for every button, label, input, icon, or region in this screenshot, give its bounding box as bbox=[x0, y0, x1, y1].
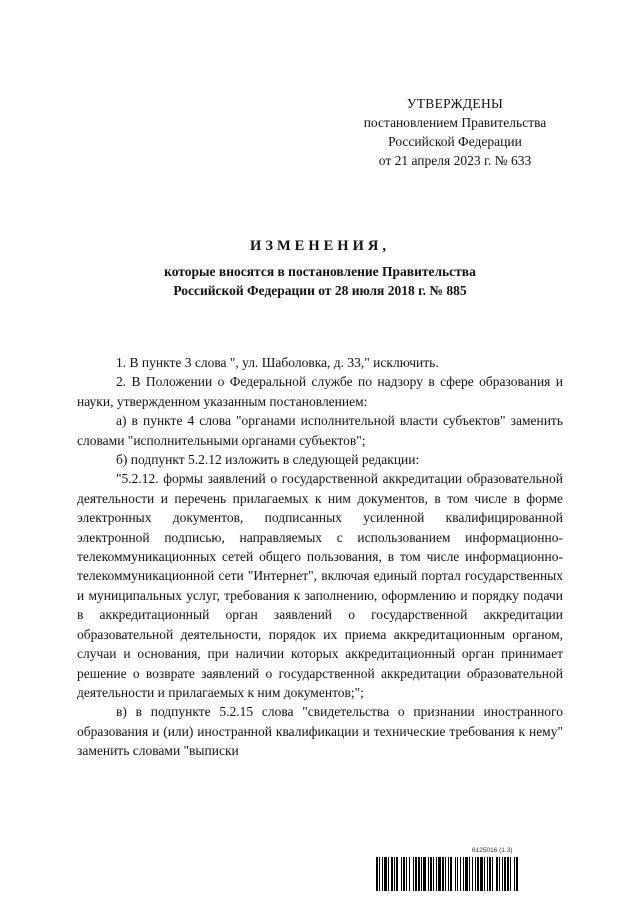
barcode-stripe bbox=[510, 857, 511, 891]
barcode-stripe bbox=[460, 857, 461, 891]
barcode-stripe bbox=[499, 857, 500, 891]
document-subtitle bbox=[0, 262, 640, 300]
barcode-stripe bbox=[480, 857, 483, 891]
barcode-stripe bbox=[514, 857, 515, 891]
barcode-stripe bbox=[391, 857, 393, 891]
barcode-stripe bbox=[423, 857, 426, 891]
barcode-stripe bbox=[436, 857, 437, 891]
barcode-stripe bbox=[457, 857, 458, 891]
subtitle-line: Российской Федерации от 28 июля 2018 г. № 885 bbox=[173, 283, 467, 298]
barcode-stripe bbox=[484, 857, 485, 891]
paragraph: "5.2.12. формы заявлений о государственной аккредитации образовательной деятельности и перечень прилагаемых к ним документов, в том числе в форме электронных документов, подписанных усиленной квалифицированной электронной подписью, направляемых с использованием информационно-телекоммуникационных сетей общего пользования, в том числе информационно-телекоммуникационной сети "Интернет", включая единый портал государственных и муниципальных услуг, требования к заполнению, оформлению и порядку подачи в аккредитационный орган заявлений о государственной аккредитации образовательной деятельности, порядок их приема аккредитационным органом, случаи и основания, при наличии которых аккредитационный орган принимает решение о возврате заявлений о государственной аккредитации образовательной деятельности и прилагаемых к ним документов;"; bbox=[77, 471, 563, 700]
barcode-stripe bbox=[418, 857, 420, 891]
document-body bbox=[77, 353, 563, 761]
approval-heading: УТВЕРЖДЕНЫ bbox=[406, 96, 504, 111]
barcode-stripe bbox=[507, 857, 509, 891]
barcode-stripe bbox=[401, 857, 402, 891]
barcode-stripe bbox=[388, 857, 389, 891]
barcode-stripe bbox=[450, 857, 452, 891]
barcode-stripe bbox=[394, 857, 395, 891]
barcode-stripe bbox=[469, 857, 470, 891]
barcode-stripe bbox=[465, 857, 468, 891]
barcode-stripe bbox=[455, 857, 456, 891]
barcode-stripe bbox=[428, 857, 429, 891]
paragraph: 2. В Положении о Федеральной службе по надзору в сфере образования и науки, утвержденном указанным постановлением: bbox=[77, 374, 563, 409]
barcode-stripe bbox=[502, 857, 503, 891]
barcode-stripe bbox=[448, 857, 449, 891]
barcode-stripe bbox=[438, 857, 441, 891]
approval-line: Российской Федерации bbox=[388, 134, 522, 149]
barcode-stripe bbox=[403, 857, 405, 891]
barcode-stripe bbox=[396, 857, 398, 891]
barcode-stripe bbox=[487, 857, 488, 891]
barcode-stripe bbox=[472, 857, 473, 891]
barcode-stripe bbox=[504, 857, 506, 891]
barcode-stripe bbox=[415, 857, 417, 891]
barcode-stripe bbox=[384, 857, 387, 891]
paragraph: б) подпункт 5.2.12 изложить в следующей редакции: bbox=[116, 452, 420, 468]
barcode-stripe bbox=[477, 857, 479, 891]
barcode-stripe bbox=[421, 857, 422, 891]
barcode-stripe bbox=[413, 857, 414, 891]
subtitle-line: которые вносятся в постановление Правительства bbox=[164, 264, 476, 279]
barcode-stripe bbox=[442, 857, 444, 891]
barcode-stripe bbox=[376, 857, 378, 891]
barcode-stripe bbox=[516, 857, 518, 891]
paragraph: а) в пункте 4 слова "органами исполнительной власти субъектов" заменить словами "исполнительными органами субъектов"; bbox=[77, 413, 563, 448]
paragraph: в) в подпункте 5.2.15 слова "свидетельства о признании иностранного образования и (или) иностранной квалификации и технические требования к нему" заменить словами "выписки bbox=[77, 704, 563, 759]
barcode-stripe bbox=[463, 857, 464, 891]
barcode-stripe bbox=[382, 857, 383, 891]
approval-line: от 21 апреля 2023 г. № 633 bbox=[378, 153, 532, 168]
approval-block bbox=[330, 94, 580, 170]
barcode-bars bbox=[376, 857, 566, 891]
barcode-stripe bbox=[406, 857, 407, 891]
barcode-stripe bbox=[496, 857, 498, 891]
paragraph: 1. В пункте 3 слова ", ул. Шаболовка, д. 33," исключить. bbox=[116, 355, 439, 370]
barcode-stripe bbox=[433, 857, 434, 891]
approval-line: постановлением Правительства bbox=[363, 115, 547, 130]
barcode-stripe bbox=[475, 857, 476, 891]
barcode-stripe bbox=[430, 857, 432, 891]
barcode bbox=[376, 847, 566, 893]
barcode-stripe bbox=[409, 857, 410, 891]
document-title: ИЗМЕНЕНИЯ, bbox=[250, 238, 390, 254]
barcode-stripe bbox=[379, 857, 380, 891]
barcode-stripe bbox=[492, 857, 493, 891]
barcode-stripe bbox=[489, 857, 491, 891]
barcode-stripe bbox=[445, 857, 446, 891]
barcode-number: 6125016 (1.3) bbox=[472, 847, 513, 854]
